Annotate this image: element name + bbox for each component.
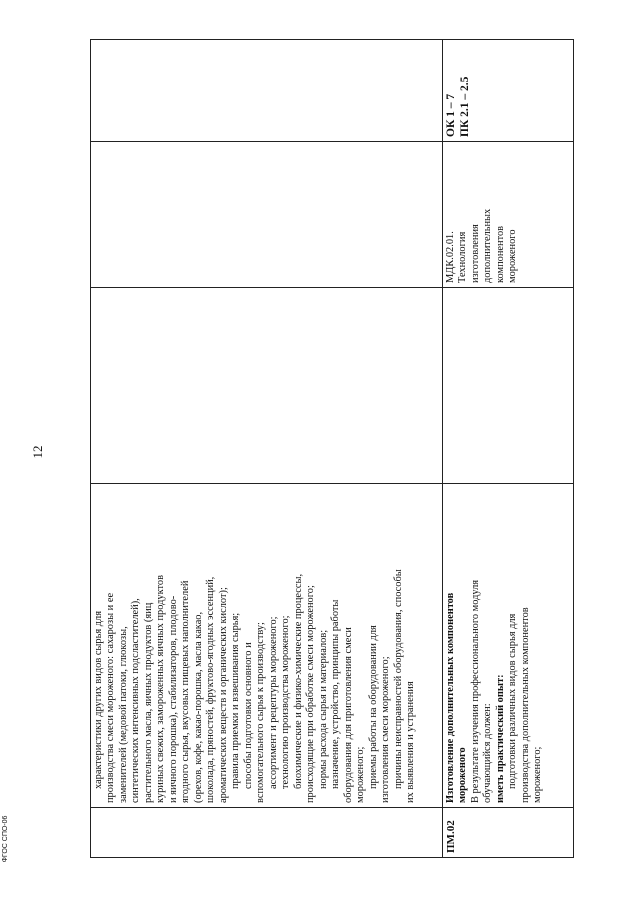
text-line: иметь практический опыт: [494, 674, 506, 803]
module-description [445, 488, 545, 803]
text-line: синтетических интенсивных подсластителей), [130, 598, 142, 803]
text-line: назначение, устройство, принципы работы [330, 599, 342, 789]
text-line: производства смеси мороженого: сахарозы и ее [105, 592, 117, 803]
content-cell [91, 484, 443, 808]
competency-codes [445, 44, 473, 137]
mdk-title [445, 146, 520, 283]
text-line: и яичного порошка), стабилизаторов, плодово- [167, 595, 179, 803]
text-line: В результате изучения профессионального модуля [469, 579, 481, 803]
mdk-cell [443, 142, 574, 288]
text-line: вспомогательного сырья к производству; [255, 622, 267, 803]
text-line: технологию производства мороженого; [280, 615, 292, 789]
text-line: ассортимент и рецептуры мороженого; [267, 616, 279, 789]
mdk-line: дополнительных [482, 208, 494, 283]
module-code-cell [91, 808, 443, 858]
curriculum-table [90, 39, 574, 858]
competency-cell [443, 40, 574, 142]
footer-code: ФГОС СПО-06 [2, 815, 9, 863]
empty-cell [443, 288, 574, 484]
text-line: характеристики других видов сырья для [93, 611, 104, 789]
text-line: ароматических веществ и органических кислот); [217, 587, 229, 803]
text-line: ягодного сырья, вкусовых пищевых наполнителей [180, 580, 192, 803]
text-line: их выявления и устранения [405, 681, 417, 803]
text-line: Изготовление дополнительных компонентов [445, 592, 456, 803]
competency-code: ОК 1 – 7 [445, 93, 457, 137]
text-line: происходящие при обработке смеси мороженого; [305, 585, 317, 803]
table-row [91, 40, 443, 858]
competency-code: ПК 2.1 – 2.5 [458, 76, 471, 137]
mdk-line: МДК.02.01. [445, 231, 456, 283]
text-line: мороженого [457, 747, 469, 803]
text-line: куриных свежих, замороженных яичных продуктов [155, 574, 167, 803]
mdk-line: мороженого [507, 229, 519, 283]
module-code: ПМ.02 [445, 820, 457, 853]
text-line: заменителей (медовой патоки, глюкозы, [117, 626, 129, 803]
knowledge-list [93, 488, 418, 803]
text-line: подготовки различных видов сырья для [507, 613, 519, 789]
text-line: обучающийся должен: [482, 703, 494, 803]
table-wrapper [90, 40, 573, 858]
mdk-line: компонентов [494, 225, 506, 283]
text-line: (орехов, кофе, какао-порошка, масла какао, [192, 611, 204, 803]
page-number: 12 [30, 445, 45, 459]
mdk-line: Технология [457, 231, 469, 283]
text-line: мороженого; [532, 746, 544, 803]
text-line: способы подготовки основного и [242, 642, 254, 789]
content-cell [443, 484, 574, 808]
rotated-table-container [90, 40, 573, 858]
text-line: изготовления смеси мороженого; [380, 656, 392, 803]
text-line: нормы расхода сырья и материалов; [317, 629, 329, 789]
mdk-cell [91, 142, 443, 288]
empty-cell [91, 288, 443, 484]
text-line: мороженого; [355, 746, 367, 803]
text-line: оборудования для приготовления смеси [342, 627, 354, 803]
module-code-cell [443, 808, 574, 858]
text-line: шоколада, пряностей, фруктово-ягодных эссенций, [205, 576, 217, 803]
text-line: причины неисправностей оборудования, способы [392, 569, 404, 789]
text-line: биохимические и физико-химические процессы, [292, 573, 304, 789]
text-line: приемы работы на оборудовании для [367, 625, 379, 789]
text-line: правила приемки и взвешивания сырья; [230, 612, 242, 789]
mdk-line: изготовления [469, 224, 481, 283]
text-line: растительного масла, яичных продуктов (яиц [142, 602, 154, 803]
table-row [443, 40, 574, 858]
competency-cell [91, 40, 443, 142]
text-line: производства дополнительных компонентов [519, 607, 531, 803]
